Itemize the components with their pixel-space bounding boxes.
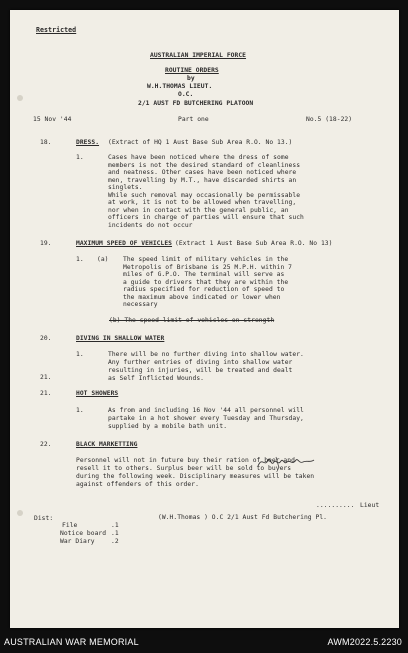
dist-item-count: .1 <box>111 530 119 537</box>
item-sub-number: 1. <box>76 154 84 161</box>
item-line: officers in charge of parties will ensure that such <box>108 214 304 221</box>
item-line: radius specified for reduction of speed to <box>123 286 285 293</box>
item-line: at work, it is not to be allowed when travelling, <box>108 199 297 206</box>
restricted-label: Restricted <box>36 26 77 34</box>
item-heading: DIVING IN SHALLOW WATER <box>76 335 165 342</box>
item-sub-number: 1. <box>76 407 84 414</box>
item-number: 20. <box>40 335 52 342</box>
dist-item-count: .2 <box>111 538 119 545</box>
item-line: men, travelling by M.T., have discarded shirts an <box>108 176 297 184</box>
signoff-line: (W.H.Thomas ) O.C 2/1 Aust Fd Butchering Pl. <box>158 514 328 521</box>
item-sub-number: 1. <box>76 256 84 263</box>
item-line: singlets. <box>108 184 143 191</box>
item-line: necessary <box>123 301 158 308</box>
item-sub-number: 1. <box>76 351 84 358</box>
footer-accession-number: AWM2022.5.2230 <box>327 637 402 647</box>
order-number: No.5 (18-22) <box>306 116 353 123</box>
item-line: during the following week. Disciplinary measures will be taken <box>76 473 315 480</box>
dist-label: Dist: <box>34 515 54 522</box>
item-heading-extract: (Extract of HQ 1 Aust Base Sub Area R.O. No 13.) <box>108 139 293 146</box>
item-heading: DRESS. <box>76 139 100 146</box>
item-line: Metropolis of Brisbane is 25 M.P.H. within 7 <box>123 263 293 271</box>
item-line: the maximum above indicated or lower when <box>123 293 281 301</box>
item-line: miles of G.P.O. The terminal will serve as <box>123 271 285 278</box>
item-line: resulting in injuries, will be treated and dealt <box>108 367 293 374</box>
margin-item-number: 21. <box>40 374 52 381</box>
item-number: 22. <box>40 441 52 448</box>
punch-hole <box>17 95 23 101</box>
item-line: Cases have been noticed where the dress of some <box>108 154 289 161</box>
dist-item-count: .1 <box>111 522 119 529</box>
item-number: 18. <box>40 139 52 146</box>
item-heading: HOT SHOWERS <box>76 390 119 397</box>
signature-dots: .......... <box>316 502 355 509</box>
item-line: incidents do not occur <box>108 221 193 229</box>
dist-item-name: War Diary <box>60 538 95 545</box>
item-heading: MAXIMUM SPEED OF VEHICLES <box>76 240 173 247</box>
item-line: and neatness. Other cases have been noticed where <box>108 169 297 176</box>
subtitle-routine-orders: ROUTINE ORDERS <box>165 67 219 74</box>
punch-hole <box>17 510 23 516</box>
item-line: resell it to others. Surplus beer will be sold to buyers <box>76 465 292 472</box>
item-line: partake in a hot shower every Tuesday and Thursday, <box>108 415 304 422</box>
document-title: AUSTRALIAN IMPERIAL FORCE <box>150 52 247 59</box>
subtitle-by: by <box>187 75 195 82</box>
item-line: a guide to drivers that they are within the <box>123 278 289 286</box>
item-heading: BLACK MARKETTING <box>76 441 138 448</box>
footer-institution: AUSTRALIAN WAR MEMORIAL <box>4 637 139 647</box>
order-part: Part one <box>178 116 209 123</box>
item-number: 19. <box>40 240 52 247</box>
item-line: While such removal may occasionally be permissable <box>108 191 301 199</box>
item-line: Personnel will not in future buy their ration of beer and <box>76 457 295 464</box>
item-line: Any further entries of diving into shallow water <box>108 359 293 366</box>
item-number: 21. <box>40 390 52 397</box>
dist-item-name: File <box>62 522 78 529</box>
item-line: against offenders of this order. <box>76 481 199 488</box>
document-page <box>10 10 399 628</box>
item-line: members is not the desired standard of cleanliness <box>108 161 301 169</box>
subtitle-oc: O.C. <box>178 91 194 98</box>
item-line: supplied by a mobile bath unit. <box>108 423 228 430</box>
item-line: The speed limit of military vehicles in the <box>123 256 289 263</box>
order-date: 15 Nov '44 <box>33 116 72 123</box>
item-heading-extract: (Extract 1 Aust Base Sub Area R.O. No 13) <box>175 240 333 247</box>
item-line: There will be no further diving into shallow water. <box>108 351 304 358</box>
dist-item-name: Notice board <box>60 530 107 537</box>
struck-out-line: (b) The speed limit of vehicles on strength <box>109 317 275 324</box>
item-line: As from and including 16 Nov '44 all personnel will <box>108 407 304 414</box>
subtitle-author: W.H.THOMAS LIEUT. <box>147 83 213 90</box>
subtitle-unit: 2/1 AUST FD BUTCHERING PLATOON <box>138 100 254 107</box>
signature-rank: Lieut <box>360 502 380 509</box>
item-subsub-label: (a) <box>97 256 109 263</box>
item-line: nor when in contact with the general public, an <box>108 206 289 214</box>
handwritten-signature <box>256 454 320 470</box>
item-line: as Self Inflicted Wounds. <box>108 375 205 382</box>
